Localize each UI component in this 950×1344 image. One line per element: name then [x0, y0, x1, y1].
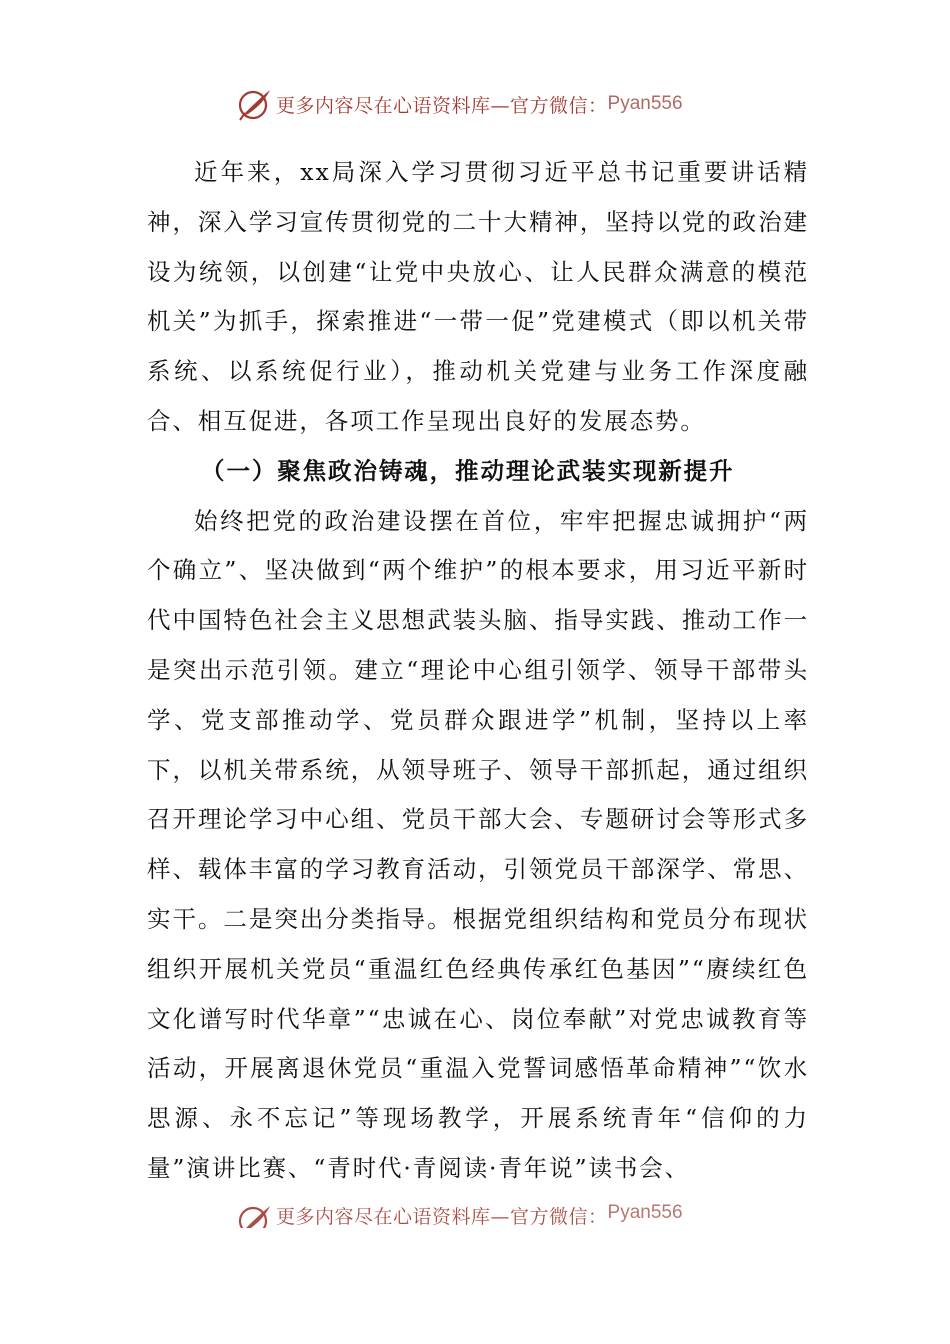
section-heading-1: （一）聚焦政治铸魂，推动理论武装实现新提升 — [201, 456, 735, 485]
intro-paragraph: 近年来，xx局深入学习贯彻习近平总书记重要讲话精神，深入学习宣传贯彻党的二十大精神，坚持以党的政治建设为统领，以创建“让党中央放心、让人民群众满意的模范机关”为抓手，探索推进“一带一促”党建模式（即以机关带系统、以系统促行业），推动机关党建与业务工作深度融合、相互促进，各项工作呈现出良好的发展态势。 — [147, 158, 809, 435]
watermark-text-en: Pyan556 — [607, 93, 683, 114]
watermark-text-en: Pyan556 — [607, 1202, 683, 1223]
quill-logo-icon — [236, 86, 274, 122]
watermark-header — [236, 84, 683, 124]
quill-logo-icon — [236, 1202, 274, 1228]
watermark-footer — [236, 1202, 683, 1228]
section-1-paragraph: 始终把党的政治建设摆在首位，牢牢把握忠诚拥护“两个确立”、坚决做到“两个维护”的根本要求，用习近平新时代中国特色社会主义思想武装头脑、指导实践、推动工作一是突出示范引领。建立“理论中心组引领学、领导干部带头学、党支部推动学、党员群众跟进学”机制，坚持以上率下，以机关带系统，从领导班子、领导干部抓起，通过组织召开理论学习中心组、党员干部大会、专题研讨会等形式多样、载体丰富的学习教育活动，引领党员干部深学、常思、实干。二是突出分类指导。根据党组织结构和党员分布现状组织开展机关党员“重温红色经典传承红色基因”“赓续红色文化谱写时代华章”“忠诚在心、岗位奉献”对党忠诚教育等活动，开展离退休党员“重温入党誓词感悟革命精神”“饮水思源、永不忘记”等现场教学，开展系统青年“信仰的力量”演讲比赛、“青时代·青阅读·青年说”读书会、 — [147, 506, 809, 1182]
watermark-text-cn: 更多内容尽在心语资料库—官方微信： — [276, 94, 608, 117]
document-body — [147, 148, 809, 1194]
watermark-text-cn: 更多内容尽在心语资料库—官方微信： — [276, 1206, 608, 1228]
